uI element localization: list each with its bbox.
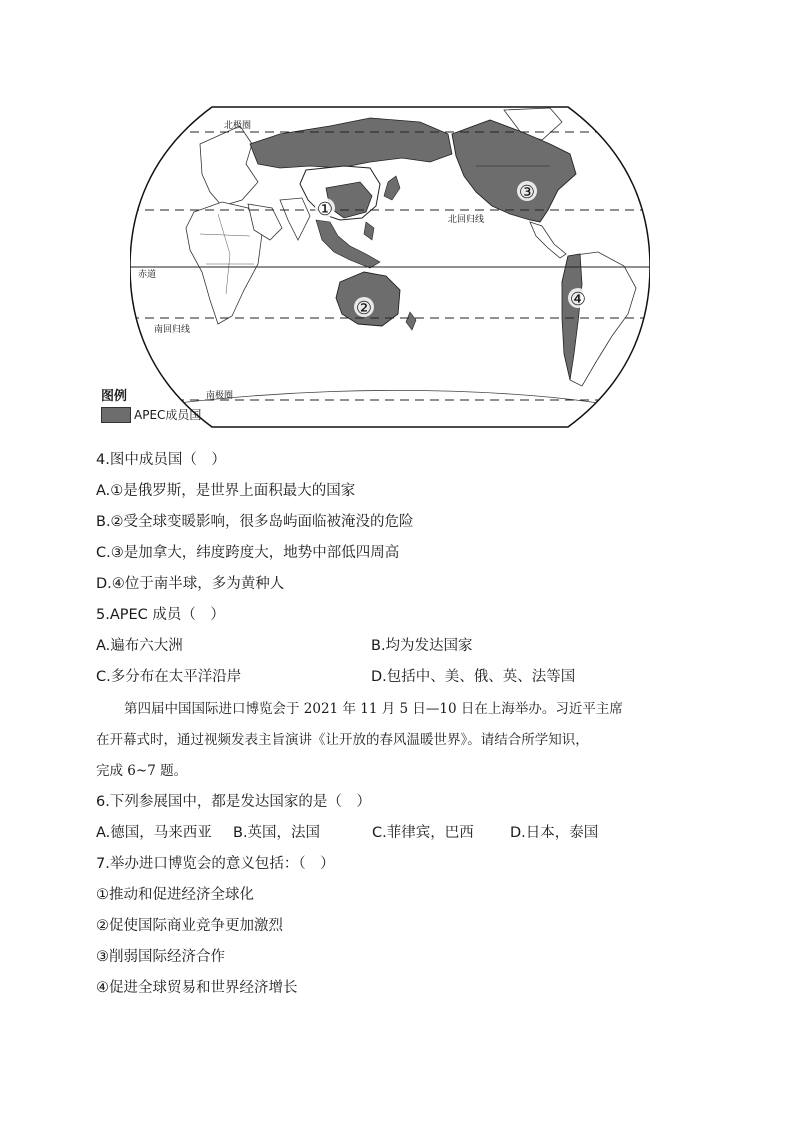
legend-swatch <box>101 407 131 423</box>
q4-option-c: C.③是加拿大，纬度跨度大，地势中部低四周高 <box>96 545 400 561</box>
q4-stem: 4.图中成员国（ ） <box>96 452 226 468</box>
marker-4: ④ <box>569 289 587 310</box>
tropic-capricorn-label: 南回归线 <box>154 325 191 335</box>
legend-row <box>101 407 201 423</box>
q5-option-c: C.多分布在太平洋沿岸 <box>96 669 242 685</box>
q7-item-3: ③削弱国际经济合作 <box>96 949 225 965</box>
marker-2: ② <box>355 298 373 319</box>
q5-option-b: B.均为发达国家 <box>371 638 473 654</box>
q6-option-c: C.菲律宾，巴西 <box>372 825 474 841</box>
q4-option-a: A.①是俄罗斯，是世界上面积最大的国家 <box>96 483 356 499</box>
q5-option-d: D.包括中、美、俄、英、法等国 <box>371 669 576 685</box>
q4-option-d: D.④位于南半球，多为黄种人 <box>96 576 285 592</box>
marker-1: ① <box>316 199 334 220</box>
tropic-cancer-label: 北回归线 <box>448 215 485 225</box>
q7-item-4: ④促进全球贸易和世界经济增长 <box>96 980 298 996</box>
passage-line-2: 在开幕式时，通过视频发表主旨演讲《让开放的春风温暖世界》。请结合所学知识， <box>96 732 589 748</box>
reading-passage <box>96 694 700 787</box>
world-map <box>130 104 650 430</box>
q7-item-2: ②促使国际商业竞争更加激烈 <box>96 918 283 934</box>
passage-line-1: 第四届中国国际进口博览会于 2021 年 11 月 5 日—10 日在上海举办。习近平主席 <box>124 701 623 717</box>
q6-stem: 6.下列参展国中，都是发达国家的是（ ） <box>96 794 371 810</box>
legend-item-label: APEC成员国 <box>134 408 202 422</box>
map-legend <box>101 389 201 423</box>
world-map-svg <box>130 104 650 430</box>
q7-stem: 7.举办进口博览会的意义包括：（ ） <box>96 856 335 872</box>
arctic-circle-label: 北极圈 <box>224 121 252 131</box>
legend-title: 图例 <box>101 389 128 404</box>
q7-item-1: ①推动和促进经济全球化 <box>96 887 254 903</box>
q5-option-a: A.遍布六大洲 <box>96 638 183 654</box>
marker-3: ③ <box>518 182 536 203</box>
equator-label: 赤道 <box>138 270 157 280</box>
q6-option-a: A.德国，马来西亚 <box>96 825 212 841</box>
q6-option-d: D.日本，泰国 <box>510 825 599 841</box>
q4-option-b: B.②受全球变暖影响，很多岛屿面临被淹没的危险 <box>96 514 414 530</box>
q5-stem: 5.APEC 成员（ ） <box>96 607 225 623</box>
antarctic-circle-label: 南极圈 <box>206 391 234 401</box>
q6-option-b: B.英国，法国 <box>233 825 321 841</box>
passage-line-3: 完成 6~7 题。 <box>96 763 188 779</box>
